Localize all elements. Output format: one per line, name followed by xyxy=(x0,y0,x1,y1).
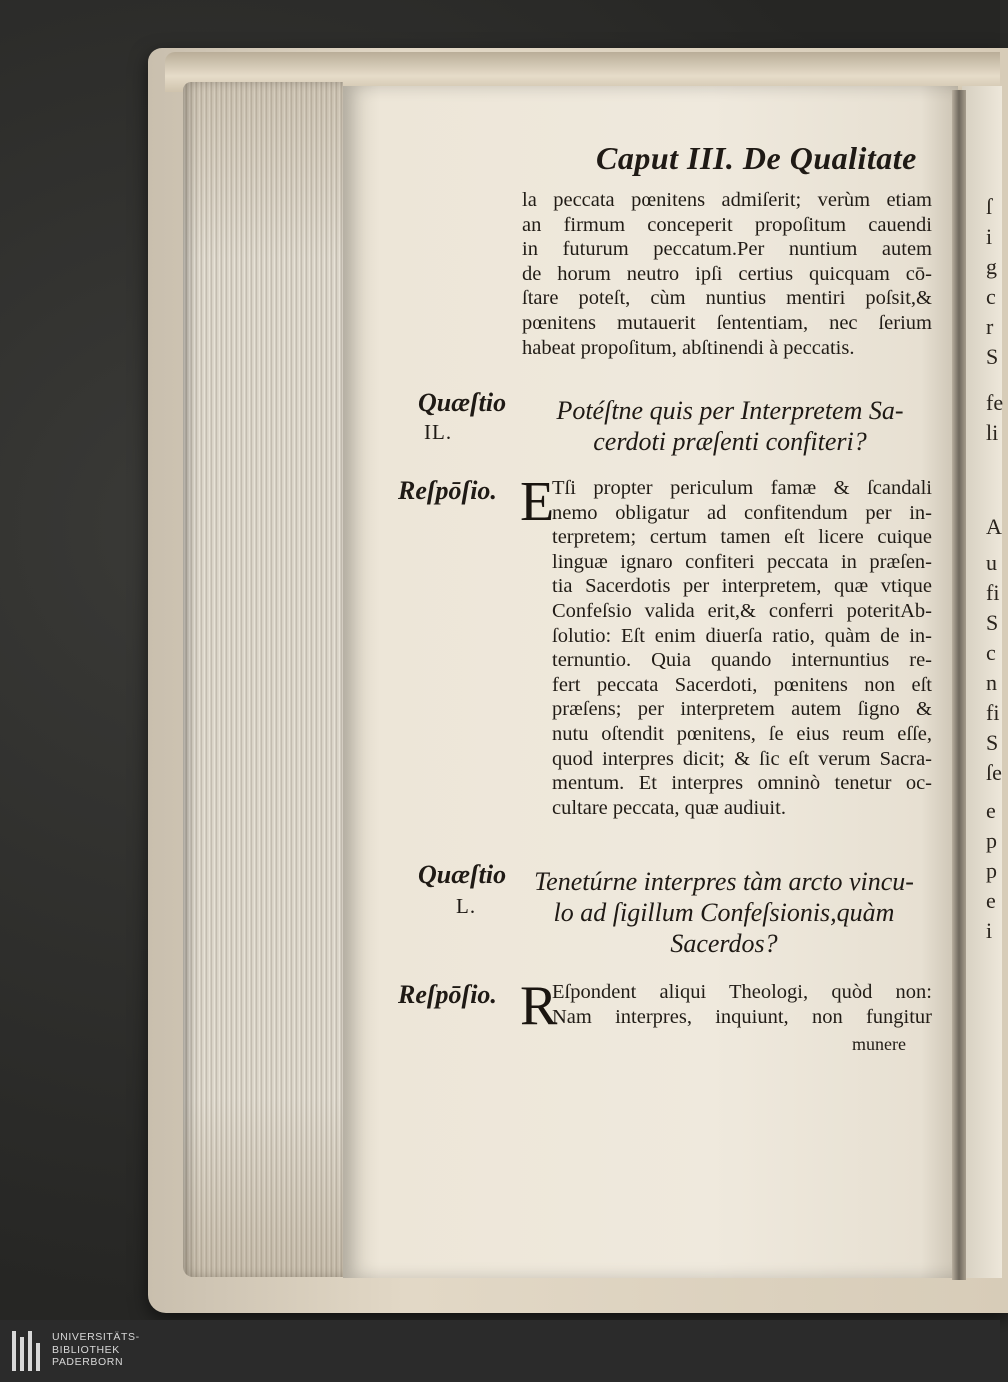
text-line: tia Sacerdotis per interpretem, quæ vtique xyxy=(552,575,932,598)
question-title-line: Potéſtne quis per Interpretem Sa- xyxy=(556,396,904,425)
text-line: in futurum peccatum.Per nuntium autem xyxy=(522,238,932,261)
footer-bar xyxy=(0,1320,1000,1382)
next-page-fragment: e xyxy=(986,888,996,913)
next-page-fragment: p xyxy=(986,828,997,853)
next-page-fragment: fi xyxy=(986,700,1000,725)
next-page-fragment: i xyxy=(986,224,993,249)
paragraph-continuation xyxy=(522,188,932,360)
text-line: Confeſsio valida erit,& conferri poteritAb- xyxy=(552,599,932,622)
response-text-1 xyxy=(552,476,932,820)
text-line: mentum. Et interpres omninò tenetur oc- xyxy=(552,772,932,795)
text-line: la peccata pœnitens admiſerit; verùm etiam xyxy=(522,189,932,211)
text-line: fert peccata Sacerdoti, pœnitens non eſt xyxy=(552,673,932,696)
question-number-2: L. xyxy=(456,894,477,918)
text-line: terpretem; certum tamen eſt licere cuique xyxy=(552,526,932,549)
next-page-fragment: fe xyxy=(986,390,1004,415)
next-page-fragment: p xyxy=(986,858,997,883)
text-line: Tſi propter periculum famæ & ſcandali xyxy=(552,477,932,499)
next-page-fragment: i xyxy=(986,918,993,943)
text-line: Eſpondent aliqui Theologi, quòd non: xyxy=(552,981,932,1003)
text-line: de horum neutro ipſi certius quicquam cō- xyxy=(522,262,932,285)
next-page-fragment: S xyxy=(986,344,999,369)
book-gutter xyxy=(952,90,966,1280)
question-title-2 xyxy=(514,866,934,959)
right-page-fragment xyxy=(962,86,1002,1278)
drop-initial-2: R xyxy=(520,975,558,1037)
text-line: ternuntio. Quia quando internuntius re- xyxy=(552,649,932,672)
logo-text-line: UNIVERSITÄTS- xyxy=(52,1331,140,1343)
logo-text-line: PADERBORN xyxy=(52,1356,124,1368)
logo-text-line: BIBLIOTHEK xyxy=(52,1343,120,1356)
question-title-line: lo ad ſigillum Confeſsionis,quàm xyxy=(553,898,895,927)
next-page-fragment: g xyxy=(986,254,997,279)
text-line: linguæ ignaro confiteri peccata in præſen- xyxy=(552,550,932,573)
question-title-1 xyxy=(540,395,920,457)
page-edges xyxy=(183,82,343,1277)
text-line: an firmum conceperit propoſitum cauendi xyxy=(522,213,932,236)
text-line: Nam interpres, inquiunt, non fungitur xyxy=(552,1005,932,1028)
catchword: munere xyxy=(852,1034,906,1054)
question-label-1: Quæſtio xyxy=(418,388,507,417)
question-label-2: Quæſtio xyxy=(418,860,507,889)
page-header: Caput III. De Qualitate xyxy=(596,140,917,176)
next-page-fragment: n xyxy=(986,670,997,695)
next-page-fragment: ſ xyxy=(986,194,993,219)
next-page-fragment: c xyxy=(986,640,996,665)
next-page-fragment: S xyxy=(986,610,999,635)
next-page-fragment: e xyxy=(986,798,996,823)
question-title-line: Sacerdos? xyxy=(670,929,778,958)
library-logo-text xyxy=(52,1331,140,1369)
response-text-2 xyxy=(552,980,932,1029)
text-line: pœnitens mutauerit ſententiam, nec ſerium xyxy=(522,311,932,334)
text-line: habeat propoſitum, abſtinendi à peccatis. xyxy=(522,336,855,359)
text-line: nemo obligatur ad confitendum per in- xyxy=(552,501,932,524)
text-line: ſolutio: Eſt enim diuerſa ratio, quàm de in- xyxy=(552,624,932,647)
response-label-2: Reſpōſio. xyxy=(398,980,497,1009)
question-title-line: Tenetúrne interpres tàm arcto vincu- xyxy=(534,867,914,896)
next-page-fragment: fi xyxy=(986,580,1000,605)
text-line: cultare peccata, quæ audiuit. xyxy=(552,796,786,819)
text-line: ſtare poteſt, cùm nuntius mentiri poſsit,& xyxy=(522,287,932,310)
library-logo-icon xyxy=(12,1331,42,1371)
question-number-1: IL. xyxy=(424,420,453,444)
drop-initial-1: E xyxy=(520,471,555,533)
next-page-fragment: ſe xyxy=(986,760,1002,785)
text-line: nutu oſtendit pœnitens, ſe eius reum eſſe, xyxy=(552,722,932,745)
next-page-fragment: S xyxy=(986,730,999,755)
next-page-fragment: c xyxy=(986,284,996,309)
question-title-line: cerdoti præſenti confiteri? xyxy=(593,427,867,456)
text-line: præſens; per interpretem autem ſigno & xyxy=(552,698,932,721)
response-label-1: Reſpōſio. xyxy=(398,476,497,505)
next-page-fragment: A xyxy=(986,514,1002,539)
text-line: quod interpres dicit; & ſic eſt verum Sacra- xyxy=(552,747,932,770)
next-page-fragment: li xyxy=(986,420,999,445)
next-page-fragment: u xyxy=(986,550,997,575)
next-page-fragment: r xyxy=(986,314,994,339)
